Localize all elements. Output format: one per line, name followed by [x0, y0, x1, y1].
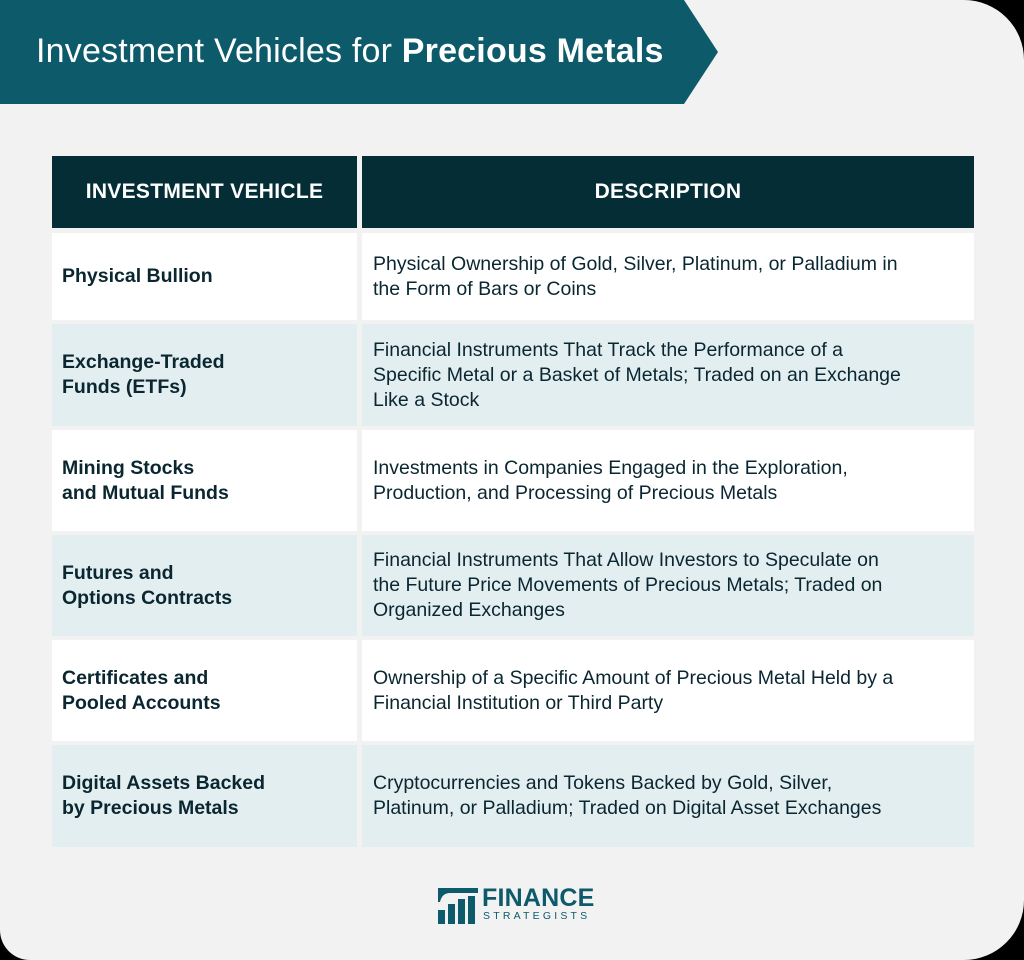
logo-name: FINANCE [482, 884, 595, 912]
page-title-regular: Investment Vehicles for [36, 32, 402, 70]
table-row [52, 233, 974, 320]
vehicle-text [62, 666, 221, 716]
text-line: Platinum, or Palladium; Traded on Digital Asset Exchanges [373, 797, 882, 819]
text-line: Organized Exchanges [373, 599, 565, 621]
text-line: Digital Assets Backed [62, 772, 266, 794]
vehicle-text [62, 456, 229, 506]
vehicle-text [62, 771, 265, 821]
vehicle-cell [52, 640, 357, 741]
bar-chart-logo-icon [436, 882, 480, 926]
description-text [373, 252, 898, 302]
table-row [52, 640, 974, 741]
description-text [373, 548, 882, 623]
vehicle-cell [52, 233, 357, 320]
table-row [52, 430, 974, 531]
table-row [52, 535, 974, 636]
investment-vehicles-table [52, 156, 974, 847]
table-header-row [52, 156, 974, 228]
text-line: Like a Stock [373, 388, 480, 411]
text-line: Certificates and [62, 666, 209, 689]
text-line: Pooled Accounts [62, 691, 221, 714]
text-line: Financial Instruments That Allow Investors to Speculate on [373, 549, 879, 571]
text-line: Ownership of a Specific Amount of Precious Metal Held by a [373, 666, 894, 689]
text-line: Production, and Processing of Precious Metals [373, 481, 778, 504]
column-header-description: DESCRIPTION [362, 156, 974, 228]
text-line: by Precious Metals [62, 797, 239, 819]
finance-strategists-logo [436, 882, 596, 928]
vehicle-cell [52, 535, 357, 636]
text-line: Physical Bullion [62, 265, 213, 287]
description-cell [362, 233, 974, 320]
vehicle-text [62, 350, 225, 400]
text-line: Futures and [62, 561, 174, 584]
description-cell [362, 430, 974, 531]
text-line: Financial Institution or Third Party [373, 691, 664, 714]
text-line: the Future Price Movements of Precious Metals; Traded on [373, 574, 883, 596]
vehicle-text [62, 561, 232, 611]
vehicle-cell [52, 745, 357, 847]
text-line: Financial Instruments That Track the Performance of a [373, 338, 844, 361]
description-cell [362, 640, 974, 741]
table-row [52, 745, 974, 847]
text-line: Physical Ownership of Gold, Silver, Platinum, or Palladium in [373, 252, 898, 275]
text-line: and Mutual Funds [62, 481, 229, 504]
description-cell [362, 324, 974, 426]
text-line: Options Contracts [62, 586, 233, 609]
description-text [373, 338, 901, 413]
description-text [373, 666, 893, 716]
text-line: Cryptocurrencies and Tokens Backed by Gold, Silver, [373, 772, 833, 794]
vehicle-cell [52, 324, 357, 426]
description-cell [362, 745, 974, 847]
text-line: Exchange-Traded [62, 351, 225, 373]
text-line: Mining Stocks [62, 456, 195, 479]
page-title [36, 29, 664, 73]
description-text [373, 771, 881, 821]
text-line: Funds (ETFs) [62, 376, 187, 398]
text-line: Specific Metal or a Basket of Metals; Traded on an Exchange [373, 363, 901, 386]
table-row [52, 324, 974, 426]
description-cell [362, 535, 974, 636]
text-line: the Form of Bars or Coins [373, 277, 597, 300]
vehicle-text [62, 264, 213, 289]
page-title-bold: Precious Metals [401, 32, 664, 70]
logo-subtitle: STRATEGISTS [483, 910, 591, 922]
vehicle-cell [52, 430, 357, 531]
description-text [373, 456, 848, 506]
text-line: Investments in Companies Engaged in the Exploration, [373, 456, 848, 479]
column-header-vehicle: INVESTMENT VEHICLE [52, 156, 357, 228]
